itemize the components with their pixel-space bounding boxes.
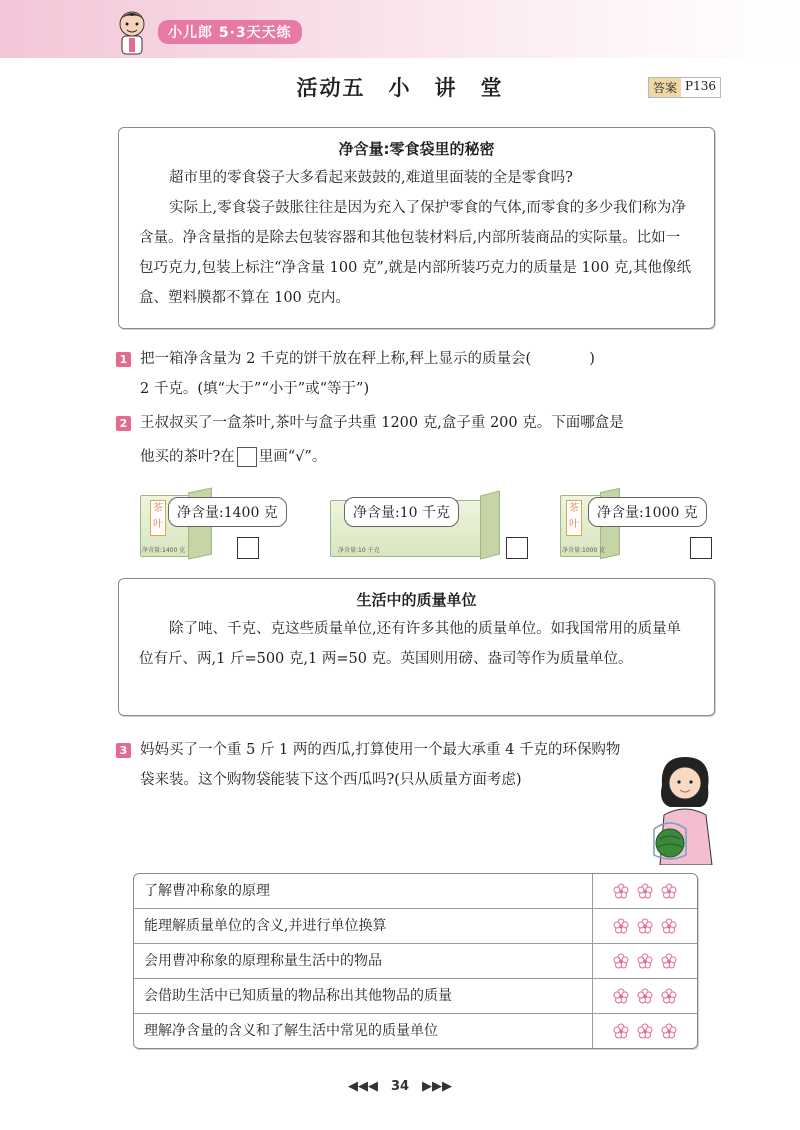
flower-rating-icon[interactable] [613,953,629,969]
question-text [140,442,730,472]
answer-page: P136 [681,78,720,97]
net-content-bubble: 净含量:1000 克 [588,497,707,527]
table-row [134,874,697,909]
table-row [134,909,697,944]
answer-box-sample [237,447,257,467]
table-row [134,944,697,979]
question-text: 王叔叔买了一盒茶叶,茶叶与盒子共重 1200 克,盒子重 200 克。下面哪盒是 [140,415,624,431]
table-cell-item: 会用曹冲称象的原理称量生活中的物品 [134,944,593,978]
box-title: 生活中的质量单位 [356,591,477,609]
answer-label: 答案 [649,78,681,97]
table-row [134,1014,697,1048]
mascot-icon [112,8,152,56]
page-title: 活动五 小 讲 堂 [296,76,504,100]
rating-flowers [593,874,697,908]
tea-logo: 茶叶 [566,500,582,536]
question-text: 把一箱净含量为 2 千克的饼干放在秤上称,秤上显示的质量会( ) [140,351,595,367]
tea-box-side [480,490,500,559]
flower-rating-icon[interactable] [661,953,677,969]
box-paragraph: 超市里的零食袋子大多看起来鼓鼓的,难道里面装的全是零食吗? [169,170,573,186]
table-cell-item: 会借助生活中已知质量的物品称出其他物品的质量 [134,979,593,1013]
flower-rating-icon[interactable] [613,1023,629,1039]
question-number: 1 [116,352,131,367]
rating-flowers [593,944,697,978]
question-text-part: 他买的茶叶?在 [140,449,235,465]
rating-flowers [593,909,697,943]
box-title: 净含量:零食袋里的秘密 [338,140,495,158]
box-paragraph: 实际上,零食袋子鼓胀往往是因为充入了保护零食的气体,而零食的多少我们称为净含量。净含量指的是除去包装容器和其他包装材料后,内部所装商品的实际量。比如一包巧克力,包装上标注“净含量 100 克”,就是内部所装巧克力的质量是 100 克,其他像纸盒、塑料膜都不算在 100 克内。 [139,200,691,306]
rating-flowers [593,1014,697,1048]
flower-rating-icon[interactable] [637,988,653,1004]
box-paragraph: 除了吨、千克、克这些质量单位,还有许多其他的质量单位。如我国常用的质量单位有斤、两,1 斤=500 克,1 两=50 克。英国则用磅、盎司等作为质量单位。 [139,621,682,667]
flower-rating-icon[interactable] [613,988,629,1004]
table-cell-item: 了解曹冲称象的原理 [134,874,593,908]
flower-rating-icon[interactable] [637,883,653,899]
mother-illustration-icon [640,755,730,865]
page-number: ◀◀◀ 34 ▶▶▶ [347,1079,453,1094]
flower-rating-icon[interactable] [661,1023,677,1039]
question-text: 妈妈买了一个重 5 斤 1 两的西瓜,打算使用一个最大承重 4 千克的环保购物 [140,742,621,758]
flower-rating-icon[interactable] [661,918,677,934]
tea-logo: 茶叶 [150,500,166,536]
question-text: 2 千克。(填“大于”“小于”或“等于”) [140,381,370,397]
tea-label: 净含量:1400 克 [142,547,186,554]
flower-rating-icon[interactable] [661,883,677,899]
answer-checkbox[interactable] [690,537,712,559]
tea-label: 净含量:1000 克 [562,547,606,554]
answer-checkbox[interactable] [506,537,528,559]
info-box-net-content [118,127,715,329]
tea-label: 净含量:10 千克 [338,547,380,554]
flower-rating-icon[interactable] [637,1023,653,1039]
flower-rating-icon[interactable] [613,883,629,899]
flower-rating-icon[interactable] [637,953,653,969]
question-text-part: 里画“√”。 [258,449,327,465]
info-box-mass-units [118,578,715,716]
table-cell-item: 理解净含量的含义和了解生活中常见的质量单位 [134,1014,593,1048]
answer-tag [648,77,721,98]
flower-rating-icon[interactable] [637,918,653,934]
question-text: 袋来装。这个购物袋能装下这个西瓜吗?(只从质量方面考虑) [140,772,522,788]
answer-checkbox[interactable] [237,537,259,559]
question-number: 3 [116,743,131,758]
flower-rating-icon[interactable] [613,918,629,934]
page-number-value: 34 [390,1079,410,1094]
net-content-bubble: 净含量:10 千克 [344,497,459,527]
rating-flowers [593,979,697,1013]
table-row [134,979,697,1014]
flower-rating-icon[interactable] [661,988,677,1004]
question-number: 2 [116,416,131,431]
self-evaluation-table [133,873,698,1049]
table-cell-item: 能理解质量单位的含义,并进行单位换算 [134,909,593,943]
net-content-bubble: 净含量:1400 克 [168,497,287,527]
brand-label: 小儿郎 5·3天天练 [158,20,302,44]
